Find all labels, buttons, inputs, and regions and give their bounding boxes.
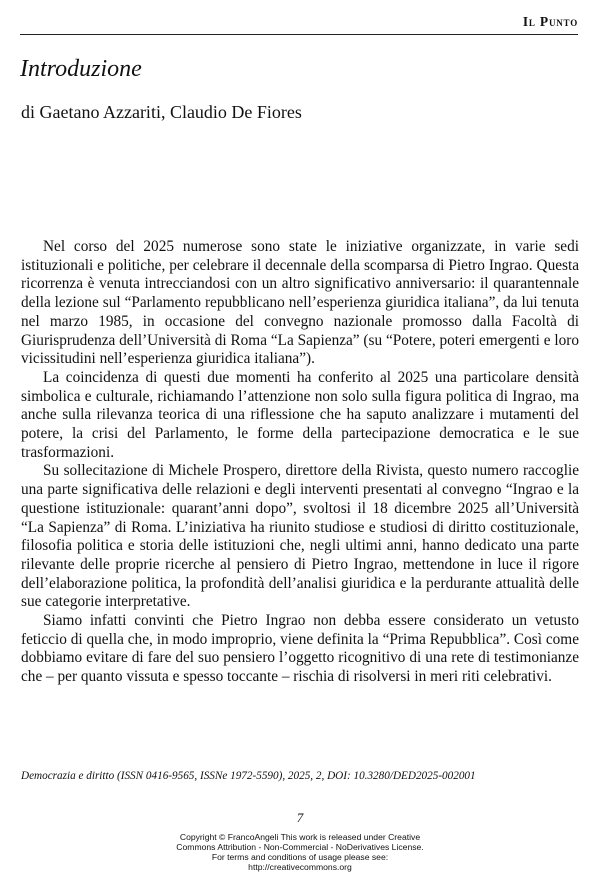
article-body [21,238,579,687]
running-head [20,14,578,35]
body-paragraph: La coincidenza di questi due momenti ha conferito al 2025 una particolare densità simbolica e culturale, richiamando l’attenzione non solo sulla figura politica di Ingrao, ma anche sulla rilevanza teorica di una riflessione che ha saputo analizzare i mutamenti del potere, la crisi del Parlamento, le forme della partecipazione democratica e le sue trasformazioni. [21,368,579,461]
license-line: Commons Attribution - Non-Commercial - NoDerivatives License. [176,842,424,852]
journal-citation: Democrazia e diritto (ISSN 0416-9565, ISSNe 1972-5590), 2025, 2, DOI: 10.3280/DED2025-002001 [21,770,476,782]
license-link[interactable]: http://creativecommons.org [248,862,352,872]
license-notice [0,832,600,872]
license-line: Copyright © FrancoAngeli This work is released under Creative [179,832,421,842]
body-paragraph: Su sollecitazione di Michele Prospero, direttore della Rivista, questo numero raccoglie una parte significativa delle relazioni e degli interventi presentati al convegno “Ingrao e la questione istituzionale: quarant’anni dopo”, svoltosi il 18 dicembre 2025 all’Università “La Sapienza” di Roma. L’iniziativa ha riunito studiose e studiosi di diritto costituzionale, filosofia politica e storia delle istituzioni che, negli ultimi anni, hanno dedicato una parte rilevante delle proprie ricerche al pensiero di Pietro Ingrao, mettendone in luce il rigore dell’elaborazione politica, la profondità dell’analisi giuridica e la perdurante attualità delle sue categorie interpretative. [21,462,579,611]
body-paragraph: Nel corso del 2025 numerose sono state le iniziative organizzate, in varie sedi istituzionali e politiche, per celebrare il decennale della scomparsa di Pietro Ingrao. Questa ricorrenza è venuta intrecciandosi con un altro significativo anniversario: il quarantennale della lezione sul “Parlamento repubblicano nell’esperienza giuridica italiana”, da lui tenuta nel marzo 1985, in occasione del convegno nazionale promosso dalla Facoltà di Giurisprudenza dell’Università di Roma “La Sapienza” (su “Potere, poteri emergenti e loro vicissitudini nell’esperienza giuridica italiana”). [21,238,579,368]
page-number: 7 [296,810,304,825]
article-authors: di Gaetano Azzariti, Claudio De Fiores [21,102,302,122]
article-title: Introduzione [20,56,142,82]
license-line: For terms and conditions of usage please see: [211,852,389,862]
running-head-label: Il Punto [522,14,578,29]
body-paragraph: Siamo infatti convinti che Pietro Ingrao non debba essere considerato un vetusto feticcio di quella che, in modo improprio, viene definita la “Prima Repubblica”. Così come dobbiamo evitare di fare del suo pensiero l’oggetto ricognitivo di una rete di testimonianze che – per quanto vissuta e spesso toccante – rischia di risolversi in meri riti celebrativi. [21,612,579,686]
